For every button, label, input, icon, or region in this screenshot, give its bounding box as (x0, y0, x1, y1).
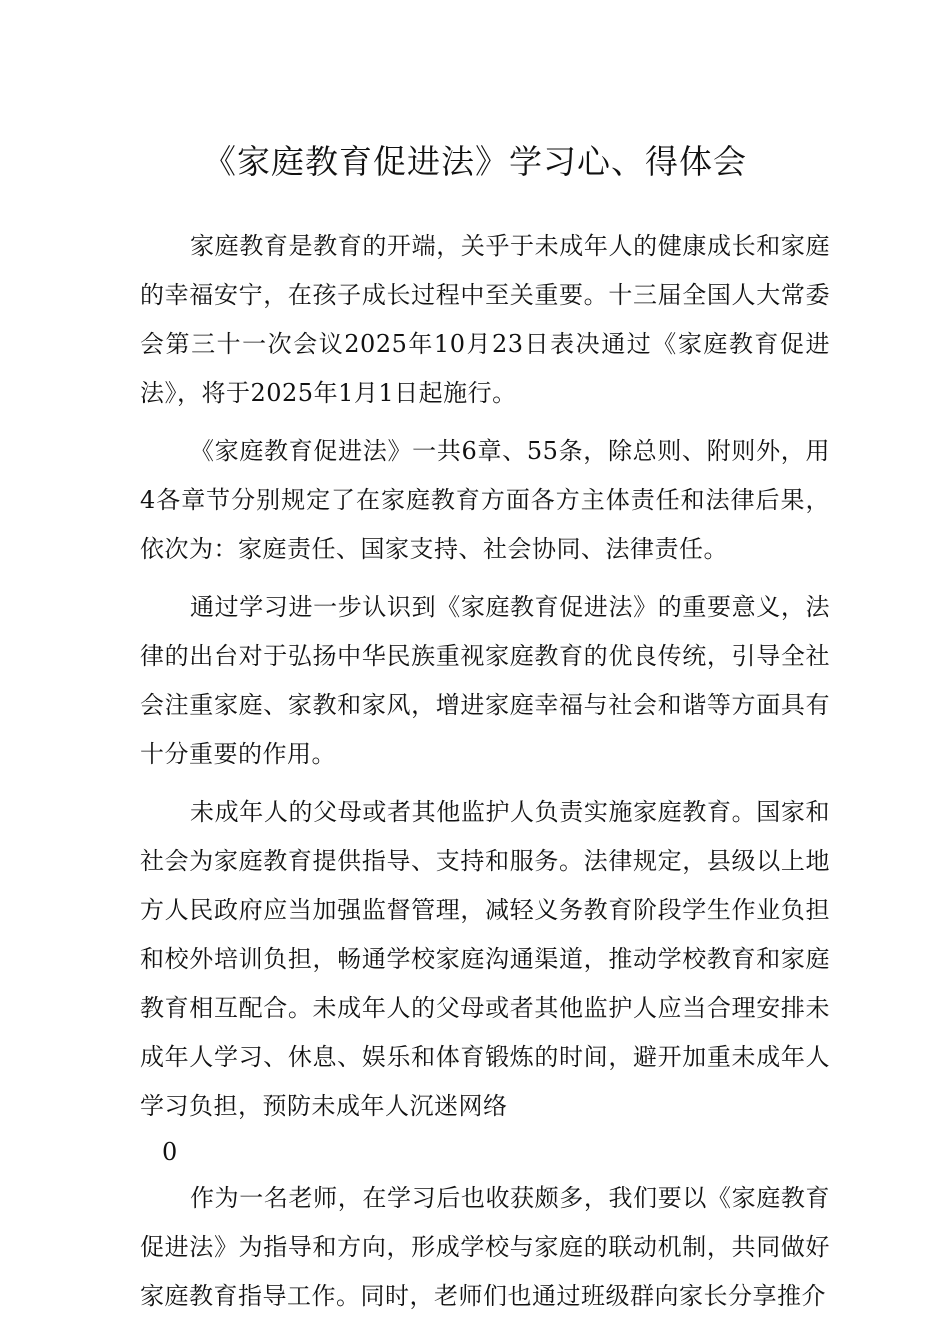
stray-mark: 0 (162, 1138, 178, 1166)
paragraph-significance: 通过学习进一步认识到《家庭教育促进法》的重要意义，法律的出台对于弘扬中华民族重视家庭教育的优良传统，引导全社会注重家庭、家教和家风，增进家庭幸福与社会和谐等方面具有十分重要的作用。 (140, 593, 830, 768)
paragraph-intro: 家庭教育是教育的开端，关乎于未成年人的健康成长和家庭的幸福安宁，在孩子成长过程中至关重要。十三届全国人大常委会第三十一次会议2025年10月23日表决通过《家庭教育促进法》，将于2025年1月1日起施行。 (140, 232, 830, 407)
document-title: 《家庭教育促进法》学习心、得体会 (203, 142, 747, 181)
paragraph-teacher-reflection: 作为一名老师，在学习后也收获颇多，我们要以《家庭教育促进法》为指导和方向，形成学校与家庭的联动机制，共同做好家庭教育指导工作。同时，老师们也通过班级群向家长分享推介 (140, 1184, 830, 1310)
document-body (140, 222, 830, 1330)
paragraph-structure: 《家庭教育促进法》一共6章、55条，除总则、附则外，用4各章节分别规定了在家庭教育方面各方主体责任和法律后果，依次为：家庭责任、国家支持、社会协同、法律责任。 (140, 437, 830, 563)
paragraph-responsibilities: 未成年人的父母或者其他监护人负责实施家庭教育。国家和社会为家庭教育提供指导、支持和服务。法律规定，县级以上地方人民政府应当加强监督管理，减轻义务教育阶段学生作业负担和校外培训负担，畅通学校家庭沟通渠道，推动学校教育和家庭教育相互配合。未成年人的父母或者其他监护人应当合理安排未成年人学习、休息、娱乐和体育锻炼的时间，避开加重未成年人学习负担，预防未成年人沉迷网络 (140, 798, 830, 1120)
